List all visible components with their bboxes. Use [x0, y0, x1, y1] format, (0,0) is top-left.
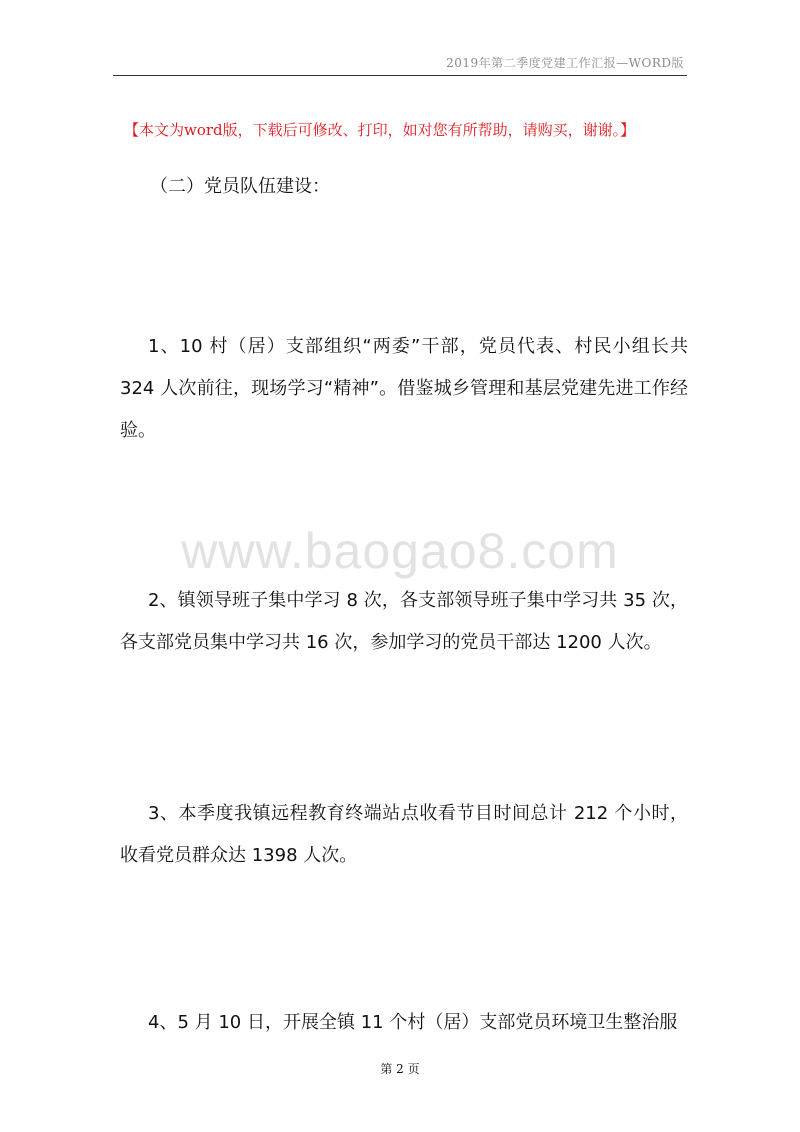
header-divider [113, 75, 687, 76]
paragraph-4: 4、5 月 10 日，开展全镇 11 个村（居）支部党员环境卫生整治服 [148, 1012, 678, 1033]
paragraph-3: 3、本季度我镇远程教育终端站点收看节目时间总计 212 个小时，收看党员群众达 1398 人次。 [120, 803, 688, 866]
section-heading: （二）党员队伍建设： [150, 176, 330, 197]
watermark: www.baogao8.com [181, 523, 619, 579]
purchase-notice: 【本文为word版，下载后可修改、打印，如对您有所帮助，请购买，谢谢。】 [124, 121, 636, 139]
paragraph-1: 1、10 村（居）支部组织“两委”干部，党员代表、村民小组长共 324 人次前往，现场学习“精神”。借鉴城乡管理和基层党建先进工作经验。 [120, 336, 688, 441]
paragraph-2: 2、镇领导班子集中学习 8 次，各支部领导班子集中学习共 35 次，各支部党员集中学习共 16 次，参加学习的党员干部达 1200 人次。 [120, 590, 688, 653]
page-number: 第 2 页 [380, 1062, 420, 1076]
running-header: 2019年第二季度党建工作汇报—WORD版 [446, 56, 684, 70]
